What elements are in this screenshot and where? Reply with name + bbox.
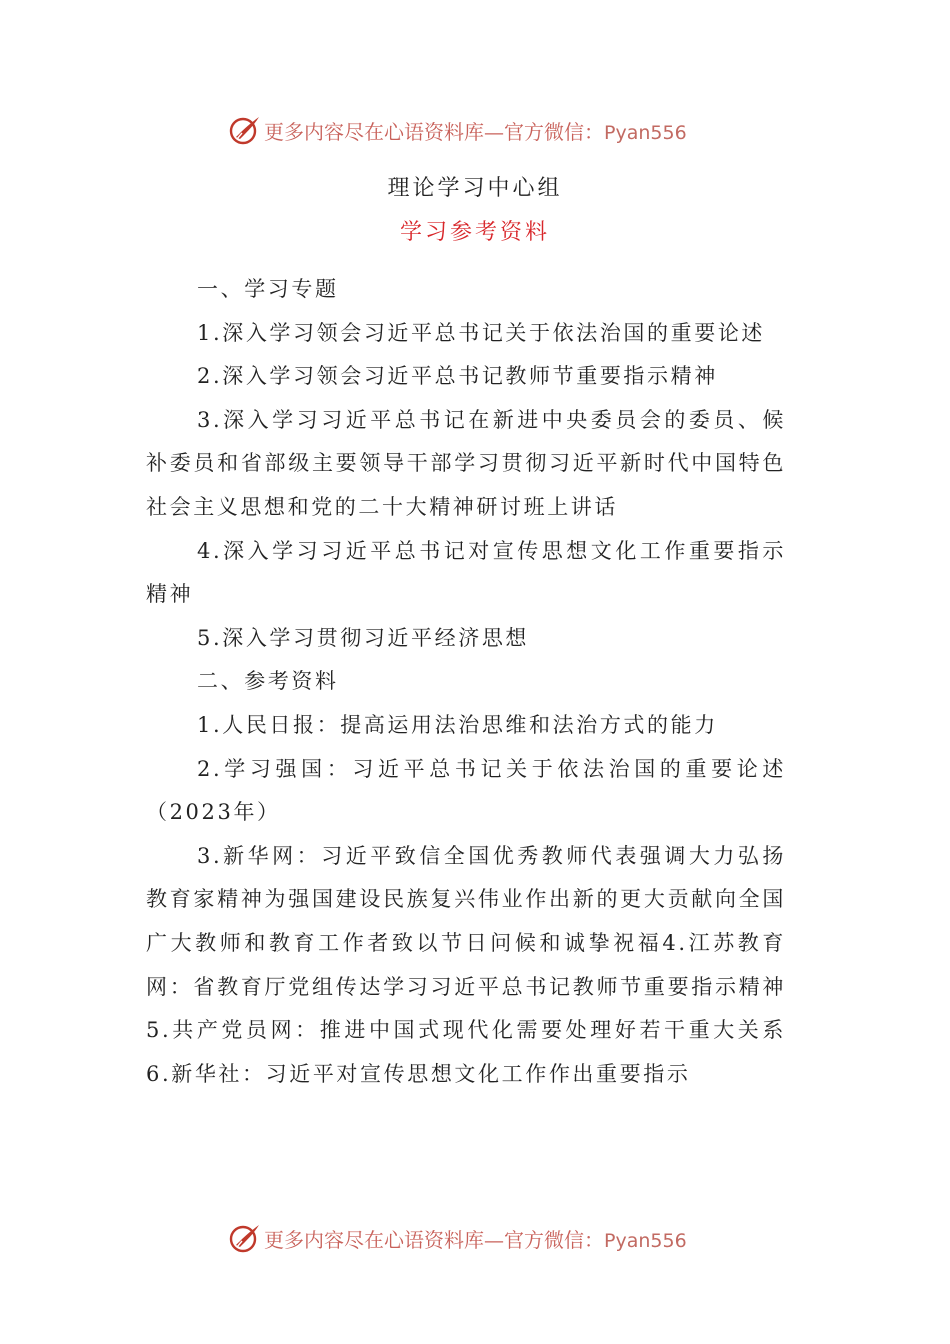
topic-item-3: 3.深入学习习近平总书记在新进中央委员会的委员、候补委员和省部级主要领导干部学习贯彻习近平新时代中国特色社会主义思想和党的二十大精神研讨班上讲话 (146, 407, 786, 519)
reference-item-2: 2.学习强国：习近平总书记关于依法治国的重要论述（2023年） (146, 756, 786, 825)
topic-item-1: 1.深入学习领会习近平总书记关于依法治国的重要论述 (197, 320, 766, 345)
wechat-id: Pyan556 (604, 1229, 687, 1252)
banner-text: 更多内容尽在心语资料库—官方微信：Pyan556 (264, 1227, 687, 1252)
wechat-id: Pyan556 (604, 121, 687, 144)
topic-item-5: 5.深入学习贯彻习近平经济思想 (197, 625, 530, 650)
section-heading-references: 二、参考资料 (197, 669, 339, 694)
topic-item-4: 4.深入学习习近平总书记对宣传思想文化工作重要指示精神 (146, 538, 786, 607)
document-body (146, 268, 786, 1096)
reference-item-1: 1.人民日报：提高运用法治思维和法治方式的能力 (197, 712, 718, 737)
quill-logo-icon (228, 113, 262, 147)
topic-item-2: 2.深入学习领会习近平总书记教师节重要指示精神 (197, 364, 718, 389)
section-heading-topics: 一、学习专题 (197, 277, 339, 301)
document-title: 理论学习中心组 (387, 176, 563, 201)
quill-logo-icon (228, 1221, 262, 1255)
document-subtitle: 学习参考资料 (399, 220, 550, 245)
footer-watermark-banner (0, 1218, 950, 1258)
header-watermark-banner (0, 110, 950, 150)
banner-text: 更多内容尽在心语资料库—官方微信：Pyan556 (264, 119, 687, 144)
reference-item-3: 3.新华网：习近平致信全国优秀教师代表强调大力弘扬教育家精神为强国建设民族复兴伟业作出新的更大贡献向全国广大教师和教育工作者致以节日问候和诚挚祝福4.江苏教育网：省教育厅党组传达学习习近平总书记教师节重要指示精神5.共产党员网：推进中国式现代化需要处理好若干重大关系6.新华社：习近平对宣传思想文化工作作出重要指示 (146, 843, 786, 1086)
